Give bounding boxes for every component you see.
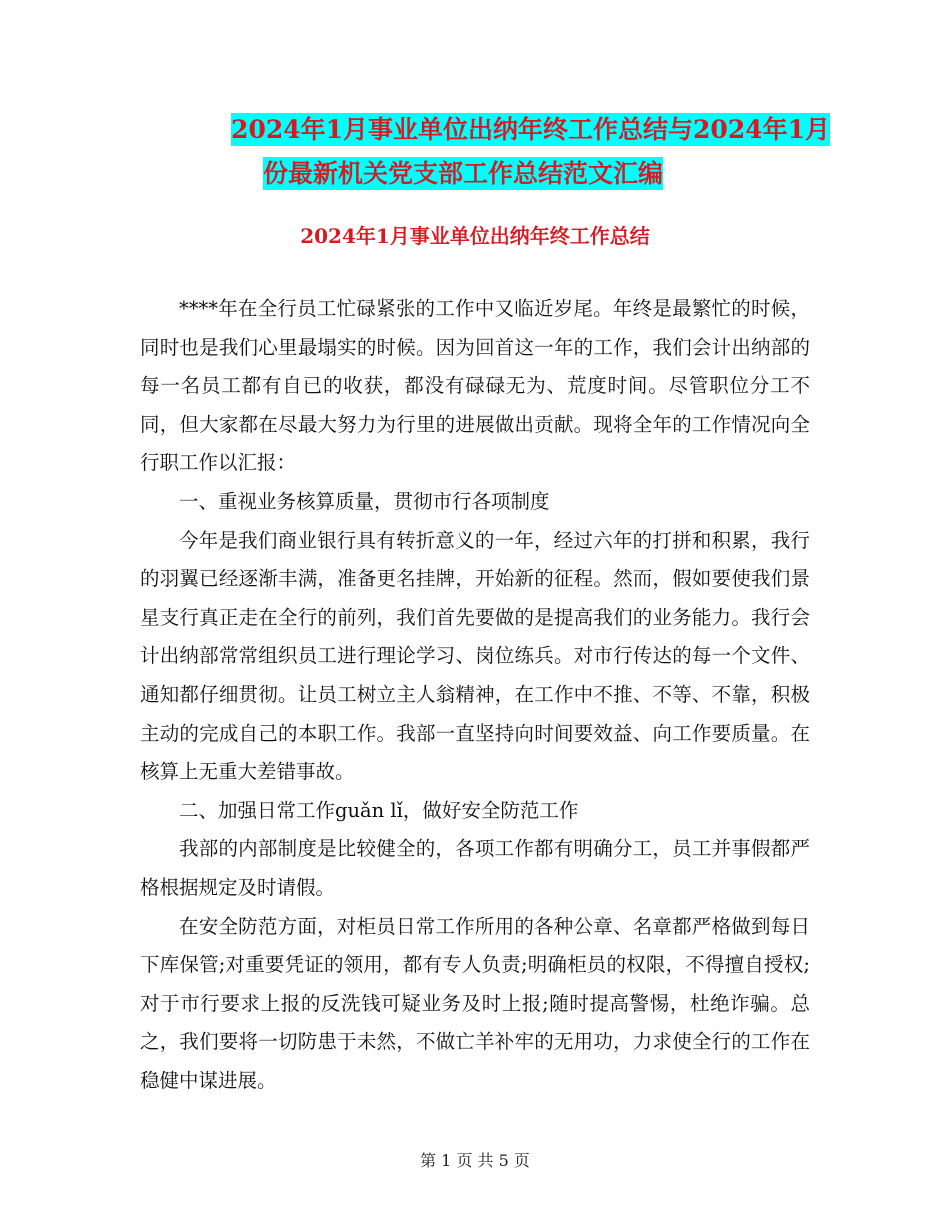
- document-title-line-2: [140, 152, 830, 196]
- paragraph-intro: ****年在全行员工忙碌紧张的工作中又临近岁尾。年终是最繁忙的时候，同时也是我们心里最塌实的时候。因为回首这一年的工作，我们会计出纳部的每一名员工都有自已的收获，都没有碌碌无为、荒度时间。尽管职位分工不同，但大家都在尽最大努力为行里的进展做出贡献。现将全年的工作情况向全行职工作以汇报：: [140, 297, 810, 475]
- page-number-footer: 第 1 页 共 5 页: [420, 1151, 530, 1170]
- document-title-line-1: [140, 108, 830, 152]
- paragraph-three: 在安全防范方面，对柜员日常工作所用的各种公章、名章都严格做到每日下库保管;对重要凭证的领用，都有专人负责;明确柜员的权限，不得擅自授权;对于市行要求上报的反洗钱可疑业务及时上报;随时提高警惕，杜绝诈骗。总之，我们要将一切防患于未然，不做亡羊补牢的无用功，力求使全行的工作在稳健中谋进展。: [140, 914, 810, 1092]
- paragraph-two: 我部的内部制度是比较健全的，各项工作都有明确分工，员工并事假都严格根据规定及时请假。: [140, 837, 810, 899]
- paragraph-one: 今年是我们商业银行具有转折意义的一年，经过六年的打拼和积累，我行的羽翼已经逐渐丰满，准备更名挂牌，开始新的征程。然而，假如要使我们景星支行真正走在全行的前列，我们首先要做的是提高我们的业务能力。我行会计出纳部常常组织员工进行理论学习、岗位练兵。对市行传达的每一个文件、通知都仔细贯彻。让员工树立主人翁精神，在工作中不推、不等、不靠，积极主动的完成自己的本职工作。我部一直坚持向时间要效益、向工作要质量。在核算上无重大差错事故。: [140, 528, 810, 784]
- document-body: [140, 290, 810, 1100]
- title-highlight: 份最新机关党支部工作总结范文汇编: [263, 159, 664, 188]
- section-title: 2024年1月事业单位出纳年终工作总结: [300, 224, 650, 248]
- document-title: [140, 108, 830, 196]
- heading-two: 二、加强日常工作guǎn lǐ，做好安全防范工作: [179, 798, 579, 822]
- heading-one: 一、重视业务核算质量，贯彻市行各项制度: [179, 489, 550, 513]
- title-highlight: 2024年1月事业单位出纳年终工作总结与2024年1月: [231, 115, 830, 144]
